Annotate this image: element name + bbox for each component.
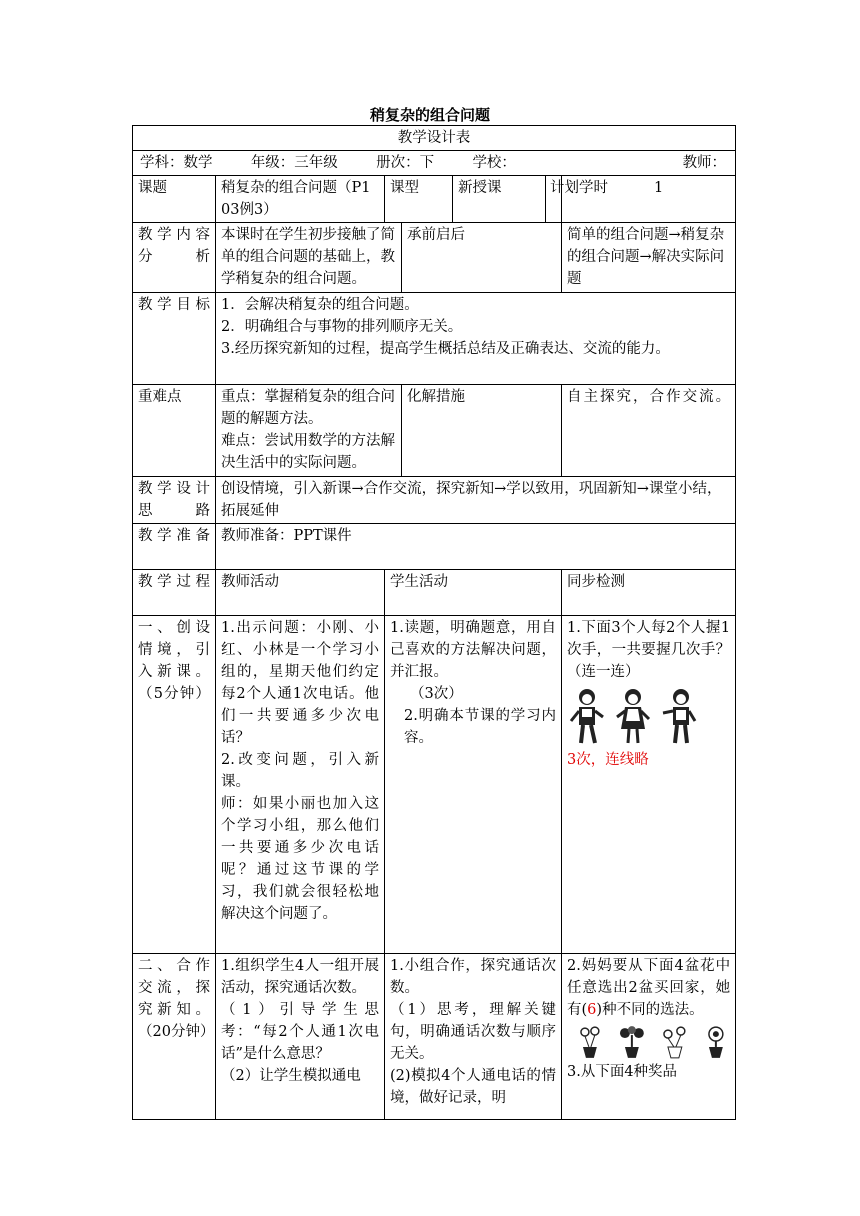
stage2-student-p2: （1）思考，理解关键句，明确通话次数与顺序无关。 [390, 1002, 556, 1062]
lesson-design-table [132, 125, 736, 1120]
meta-teacher: 教师： [682, 155, 727, 171]
stage1-student-p1: 1.读题，明确题意，用自己喜欢的方法解决问题，并汇报。 [390, 620, 556, 680]
process-label: 教学过程 [133, 570, 216, 616]
child-icon [659, 687, 699, 747]
stage1-check-answer: 3次，连线略 [567, 752, 649, 768]
goal-item: 2．明确组合与事物的排列顺序无关。 [221, 319, 463, 335]
stage1-student-p3: 2.明确本节课的学习内容。 [404, 708, 556, 746]
key-points [216, 385, 402, 477]
type-value: 新授课 [453, 176, 546, 223]
stage1-teacher-p1: 1.出示问题：小刚、小红、小林是一个学习小组的，星期天他们约定每2个人通1次电话。他们一共要通多少次电话？ [221, 620, 379, 746]
key-mid-label: 化解措施 [402, 385, 562, 477]
three-children-illustration [567, 687, 730, 747]
stage2-teacher-p1: 1.组织学生4人一组开展活动，探究通话次数。 [221, 958, 379, 996]
document-title: 稍复杂的组合问题 [369, 106, 490, 124]
hours-label: 计划学时 [546, 176, 562, 223]
analysis-label: 教学内容分析 [133, 223, 216, 293]
process-teacher-header: 教师活动 [216, 570, 385, 616]
key-right-text: 自主探究，合作交流。 [562, 385, 736, 477]
stage2-student-p1: 1.小组合作，探究通话次数。 [390, 958, 556, 996]
flower-pot-icon [661, 1025, 689, 1059]
stage2-check-answer: 6 [587, 1002, 597, 1018]
stage2-check-question3: 3.从下面4种奖品 [567, 1064, 678, 1080]
process-student-header: 学生活动 [385, 570, 562, 616]
topic-value: 稍复杂的组合问题（P103例3） [216, 176, 385, 223]
stage2-check-question2: 2.妈妈要从下面4盆花中任意选出2盆买回家，她有(6)种不同的选法。 [567, 958, 731, 1018]
stage2-teacher [216, 954, 385, 1120]
flower-pot-icon [617, 1025, 647, 1059]
stage1-teacher [216, 616, 385, 954]
goals-list [216, 293, 736, 385]
analysis-text: 本课时在学生初步接触了简单的组合问题的基础上，教学稍复杂的组合问题。 [216, 223, 402, 293]
meta-school: 学校： [472, 155, 516, 171]
goal-item: 1．会解决稍复杂的组合问题。 [221, 297, 419, 313]
flower-pot-icon [702, 1025, 730, 1059]
child-icon [613, 687, 653, 747]
stage1-check [562, 616, 736, 954]
stage2-student [385, 954, 562, 1120]
stage2-teacher-p2: （1）引导学生思考：“每2个人通1次电话”是什么意思？ [221, 1002, 379, 1062]
stage1-student [385, 616, 562, 954]
stage1-teacher-p2: 2.改变问题，引入新课。 [221, 752, 379, 790]
child-icon [567, 687, 607, 747]
stage2-student-p3: (2)模拟4个人通电话的情境，做好记录，明 [390, 1068, 556, 1106]
stage2-teacher-p3: （2）让学生模拟通电 [221, 1068, 361, 1084]
table-title: 教学设计表 [133, 126, 736, 151]
stage2-label: 二、合作交流，探究新知。（20分钟） [133, 954, 216, 1120]
hard-point: 难点：尝试用数学的方法解决生活中的实际问题。 [221, 433, 395, 471]
type-label: 课型 [385, 176, 453, 223]
goals-label: 教学目标 [133, 293, 216, 385]
meta-volume: 册次：下 [376, 155, 435, 171]
design-label: 教学设计思路 [133, 477, 216, 524]
design-text: 创设情境，引入新课→合作交流，探究新知→学以致用，巩固新知→课堂小结，拓展延伸 [216, 477, 736, 524]
meta-grade: 年级：三年级 [250, 155, 338, 171]
key-label: 重难点 [133, 385, 216, 477]
hours-value: 1 [562, 176, 736, 223]
prep-text: 教师准备：PPT课件 [216, 524, 736, 570]
analysis-right-text: 简单的组合问题→稍复杂的组合问题→解决实际问题 [562, 223, 736, 293]
process-check-header: 同步检测 [562, 570, 736, 616]
key-point: 重点：掌握稍复杂的组合问题的解题方法。 [221, 389, 395, 427]
meta-subject: 学科：数学 [140, 155, 213, 171]
topic-label: 课题 [133, 176, 216, 223]
stage1-check-question: 1.下面3个人每2个人握1次手，一共要握几次手？（连一连） [567, 620, 731, 680]
prep-label: 教学准备 [133, 524, 216, 570]
stage1-student-p2: （3次） [410, 686, 463, 702]
four-flower-pots-illustration [577, 1025, 730, 1059]
flower-pot-icon [577, 1025, 603, 1059]
stage1-label: 一、创设情境，引入新课。（5分钟） [133, 616, 216, 954]
analysis-mid-label: 承前启后 [402, 223, 562, 293]
stage1-teacher-p3: 师：如果小丽也加入这个学习小组，那么他们一共要通多少次电话呢？通过这节课的学习，我们就会很轻松地解决这个问题了。 [221, 796, 379, 922]
meta-row [133, 151, 736, 176]
stage2-check [562, 954, 736, 1120]
goal-item: 3.经历探究新知的过程，提高学生概括总结及正确表达、交流的能力。 [221, 341, 670, 357]
